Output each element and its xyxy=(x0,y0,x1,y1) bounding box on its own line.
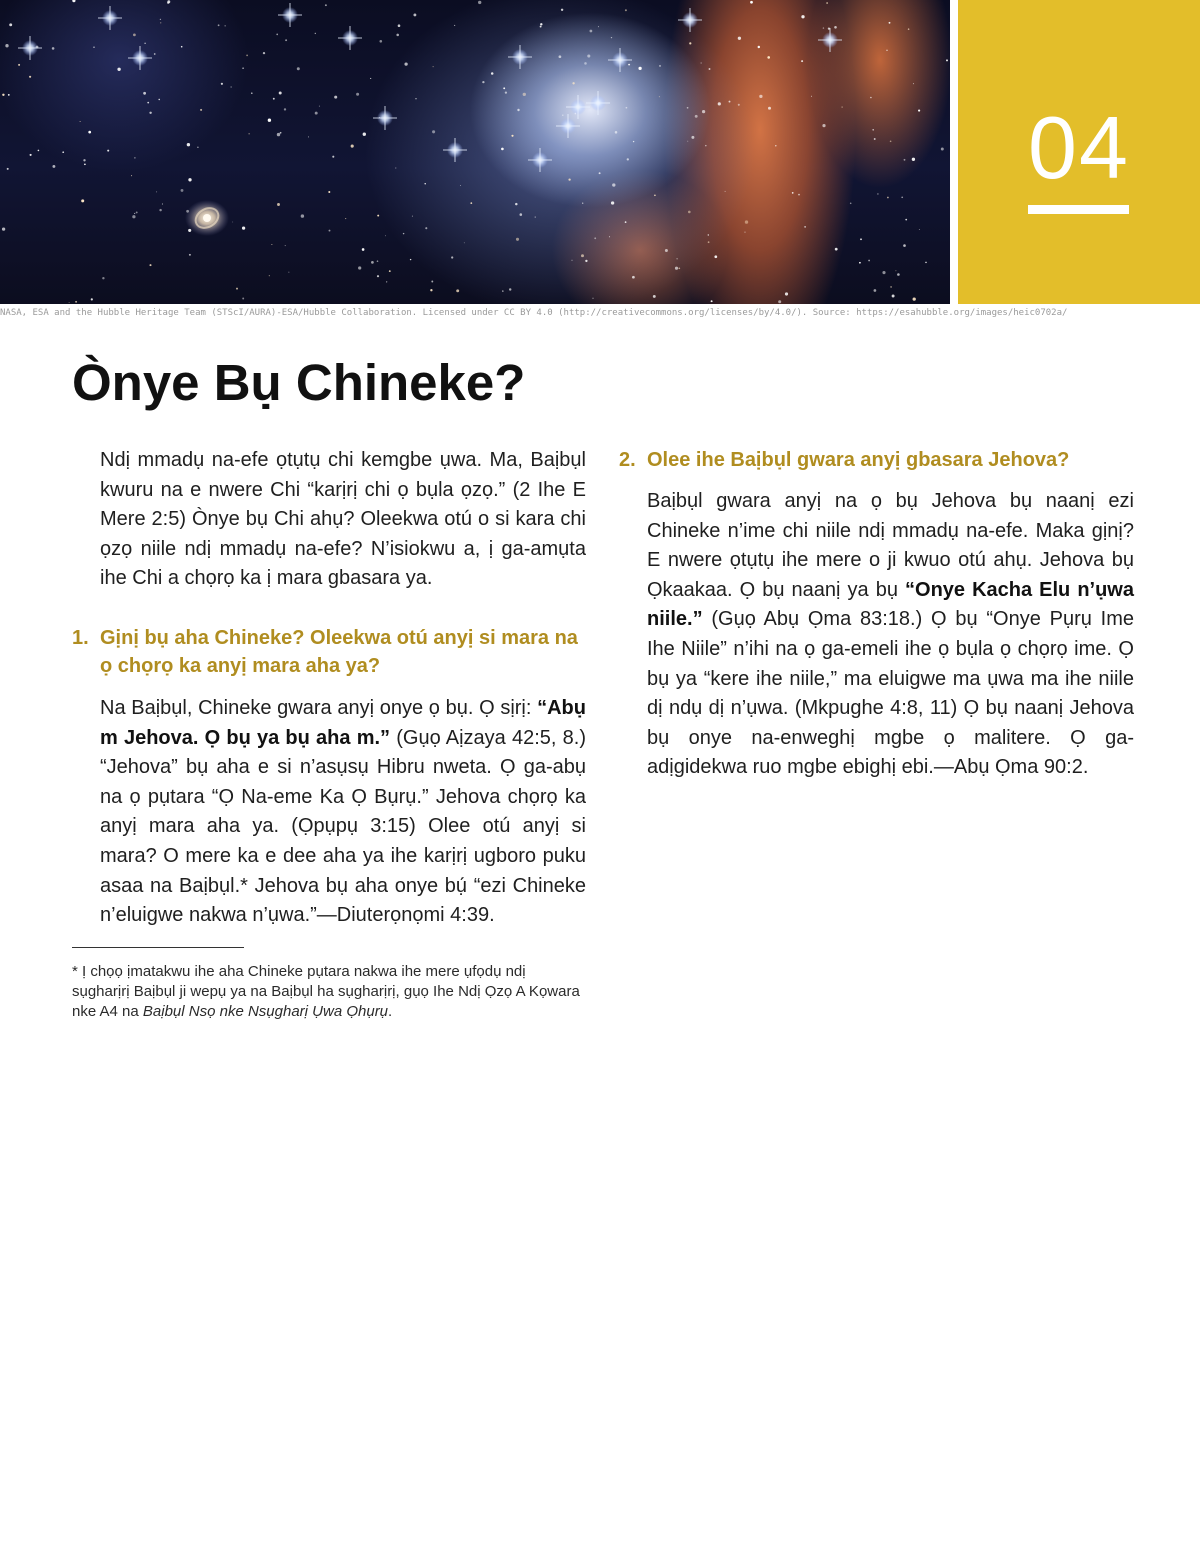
star xyxy=(131,175,132,176)
star xyxy=(501,148,504,151)
star xyxy=(609,236,610,237)
star xyxy=(160,19,161,20)
star xyxy=(491,72,494,75)
star xyxy=(273,98,275,100)
star xyxy=(540,26,542,28)
star xyxy=(2,227,5,230)
star xyxy=(627,158,629,160)
star xyxy=(133,34,136,37)
star xyxy=(561,9,563,11)
star xyxy=(516,238,519,241)
star xyxy=(585,260,587,262)
star xyxy=(615,131,618,134)
star xyxy=(2,94,4,96)
star xyxy=(868,260,870,262)
star xyxy=(186,210,189,213)
star xyxy=(890,286,892,288)
star xyxy=(745,232,746,233)
star xyxy=(315,33,316,34)
star xyxy=(775,145,776,146)
star xyxy=(688,211,691,214)
star xyxy=(83,159,85,161)
question-number: 2. xyxy=(619,449,636,471)
bright-star xyxy=(678,8,702,32)
star xyxy=(269,275,270,276)
star xyxy=(919,229,920,230)
answer-paragraph-2 xyxy=(619,487,1134,783)
star xyxy=(451,256,453,258)
question-text: Olee ihe Baịbụl gwara anyị gbasara Jehova? xyxy=(647,449,1070,471)
star xyxy=(738,104,740,106)
star xyxy=(918,110,920,112)
star xyxy=(718,102,721,105)
star xyxy=(659,65,661,67)
star xyxy=(389,270,391,272)
star xyxy=(708,241,710,243)
star xyxy=(695,115,698,118)
bright-star xyxy=(528,148,552,172)
star xyxy=(778,300,781,303)
right-column xyxy=(619,446,1134,783)
star xyxy=(88,131,91,134)
star xyxy=(901,196,903,198)
star xyxy=(559,55,562,58)
answer-text: (Gụọ Abụ Ọma 83:18.) Ọ bụ “Onye Pụrụ Ime Ihe Niile” n’ihi na ọ ga-emeli ihe ọ bụla ọ chọrọ ime. Ọ bụ ya “kere ihe niile,” ma eluigwe ma ụwa ma ihe niile dị ndụ dị n’ụwa. (Mkpughe 4:8, 11) Ọ bụ naanị Jehova bụ onye na-enweghị mgbe ọ malitere. Ọ ga-adịgidekwa ruo mgbe ebighị ebi.—Abụ Ọma 90:2. xyxy=(647,608,1134,779)
star xyxy=(358,266,361,269)
star xyxy=(351,145,354,148)
star xyxy=(582,203,583,204)
left-column xyxy=(72,446,586,1022)
star xyxy=(835,248,838,251)
star xyxy=(611,201,614,204)
star xyxy=(705,145,707,147)
star xyxy=(246,55,248,57)
answer-text: Na Baịbụl, Chineke gwara anyị onye ọ bụ. Ọ sịrị: xyxy=(100,696,538,719)
star xyxy=(535,217,536,218)
star xyxy=(84,163,86,165)
star xyxy=(798,194,800,196)
star xyxy=(386,281,387,282)
star xyxy=(231,87,232,88)
star xyxy=(377,215,379,217)
star xyxy=(925,262,927,264)
star xyxy=(653,295,656,298)
star xyxy=(251,92,253,94)
star xyxy=(515,203,517,205)
star xyxy=(425,227,427,229)
bright-star xyxy=(338,26,362,50)
star xyxy=(29,76,31,78)
star xyxy=(767,56,770,59)
star xyxy=(162,204,163,205)
star xyxy=(242,67,244,69)
star xyxy=(62,151,64,153)
bright-star xyxy=(566,95,590,119)
star xyxy=(80,121,81,122)
star xyxy=(822,124,825,127)
star xyxy=(134,157,135,158)
star xyxy=(882,271,885,274)
starfield xyxy=(0,0,950,304)
star xyxy=(946,59,948,61)
star xyxy=(870,97,872,99)
image-credit: NASA, ESA and the Hubble Heritage Team (STScI/AURA)-ESA/Hubble Collaboration. Licensed under CC BY 4.0 (http://creativecommons.org/licenses/by/4.0/). Source: https://esahubble.org/images/heic0702a/ xyxy=(0,308,1068,318)
star xyxy=(886,50,887,51)
star xyxy=(263,52,265,54)
star xyxy=(379,40,382,43)
star xyxy=(75,301,77,303)
star xyxy=(370,78,371,79)
star xyxy=(625,9,627,11)
star xyxy=(587,54,590,57)
star xyxy=(581,254,584,257)
star xyxy=(404,62,407,65)
star xyxy=(413,13,416,16)
star xyxy=(598,26,599,27)
star xyxy=(147,102,149,104)
star xyxy=(236,288,238,290)
bright-star xyxy=(443,138,467,162)
star xyxy=(505,91,507,93)
star xyxy=(689,42,691,44)
star xyxy=(503,87,505,89)
star xyxy=(396,34,399,37)
star xyxy=(271,244,272,245)
star xyxy=(517,109,519,111)
star xyxy=(249,133,250,134)
star xyxy=(277,203,280,206)
footnote-publication-title: Baịbụl Nsọ nke Nsụgharị Ụwa Ọhụrụ xyxy=(142,1002,389,1020)
star xyxy=(319,106,320,107)
star xyxy=(592,298,593,299)
star xyxy=(823,27,824,28)
star xyxy=(297,67,300,70)
star xyxy=(599,172,601,174)
star xyxy=(160,22,161,23)
quoted-scripture: “Onye Kacha Elu n’ụwa niile.” xyxy=(647,578,1134,631)
star xyxy=(144,43,145,44)
star xyxy=(143,92,146,95)
star xyxy=(371,261,374,264)
star xyxy=(91,298,93,300)
star xyxy=(225,25,226,26)
bright-star xyxy=(556,114,580,138)
star xyxy=(424,183,425,184)
star xyxy=(81,199,84,202)
star xyxy=(913,83,914,84)
star xyxy=(415,98,416,99)
star xyxy=(626,107,628,109)
footnote xyxy=(72,962,586,1022)
footnote-divider xyxy=(72,947,244,948)
star xyxy=(285,39,287,41)
star xyxy=(52,165,55,168)
star xyxy=(197,146,199,148)
star xyxy=(877,193,878,194)
star xyxy=(38,150,40,152)
bright-star xyxy=(18,36,42,60)
star xyxy=(188,178,191,181)
star xyxy=(729,101,731,103)
star xyxy=(568,178,570,180)
star xyxy=(200,109,202,111)
star xyxy=(572,82,574,84)
star xyxy=(315,112,318,115)
star xyxy=(738,37,741,40)
star xyxy=(132,215,135,218)
chapter-underline xyxy=(1028,205,1129,214)
star xyxy=(890,140,892,142)
star xyxy=(329,230,331,232)
star xyxy=(725,191,726,192)
bright-star xyxy=(508,45,532,69)
star xyxy=(905,219,907,221)
star xyxy=(284,108,286,110)
star xyxy=(221,83,223,85)
star xyxy=(460,185,461,186)
star xyxy=(562,115,563,116)
star xyxy=(714,255,717,258)
star xyxy=(758,46,760,48)
star xyxy=(801,15,804,18)
star xyxy=(842,107,843,108)
star xyxy=(502,290,504,292)
star xyxy=(308,136,309,137)
star xyxy=(30,154,32,156)
star xyxy=(277,133,280,136)
star xyxy=(158,99,159,100)
star xyxy=(181,189,184,192)
star xyxy=(675,267,678,270)
star xyxy=(156,191,157,192)
page-title: Ònye Bụ Chineke? xyxy=(72,354,526,411)
star xyxy=(334,96,337,99)
star xyxy=(456,289,459,292)
star xyxy=(362,248,365,251)
footnote-text: * Ị chọọ ịmatakwu ihe aha Chineke pụtara nakwa ihe mere ụfọdụ ndị sụgharịrị Baịbụl ji wepụ ya na Baịbụl ha sụgharịrị, gụọ Ihe Ndị Ọzọ A Kọwara nke A4 na xyxy=(72,962,580,1020)
star xyxy=(149,264,151,266)
answer-text: Baịbụl gwara anyị na ọ bụ Jehova bụ naanị ezi Chineke n’ime chi niile ndị mmadụ na-efe. Maka gịnị? E nwere ọtụtụ ihe mere o ji kwuo otú ahụ. Jehova bụ Ọkaakaa. Ọ bụ naanị ya bụ xyxy=(647,490,1134,601)
star xyxy=(768,107,771,110)
star xyxy=(181,46,183,48)
star xyxy=(189,254,191,256)
star xyxy=(612,183,615,186)
star xyxy=(159,209,161,211)
star xyxy=(412,216,413,217)
star xyxy=(903,244,906,247)
quoted-scripture: “Abụ m Jehova. Ọ bụ ya bụ aha m.” xyxy=(100,696,586,749)
nebula-header-image xyxy=(0,0,950,304)
star xyxy=(187,143,190,146)
star xyxy=(584,62,587,65)
star xyxy=(678,267,680,269)
star xyxy=(149,112,151,114)
answer-text: (Gụọ Aịzaya 42:5, 8.) “Jehova” bụ aha e si n’asụsụ Hibru nweta. Ọ ga-abụ na ọ pụtara “Ọ Na-eme Ka Ọ Bụrụ.” Jehova chọrọ ka anyị mara aha ya. (Ọpụpụ 3:15) Olee otú anyị si mara? O mere ka e dee aha ya ihe karịrị ugboro puku asaa na Baịbụl.* Jehova bụ aha onye bụ́ “ezi Chineke n’eluigwe nakwa n’ụwa.”—Diuterọnọmi 4:39. xyxy=(100,726,587,927)
star xyxy=(242,298,244,300)
question-heading-2 xyxy=(619,446,1134,474)
star xyxy=(590,30,593,33)
star xyxy=(665,249,668,252)
star xyxy=(687,107,689,109)
star xyxy=(7,168,9,170)
star xyxy=(5,44,8,47)
star xyxy=(398,24,401,27)
star xyxy=(454,25,455,26)
star xyxy=(874,289,877,292)
star xyxy=(218,24,220,26)
star xyxy=(72,0,75,2)
star xyxy=(8,94,10,96)
star xyxy=(895,270,896,271)
star xyxy=(520,213,523,216)
question-text: Gịnị bụ aha Chineke? Oleekwa otú anyị si mara na ọ chọrọ ka anyị mara aha ya? xyxy=(100,626,578,677)
star xyxy=(69,302,70,303)
star xyxy=(102,277,104,279)
star xyxy=(611,37,612,38)
star xyxy=(691,136,694,139)
star xyxy=(18,64,20,66)
star xyxy=(285,245,286,246)
star xyxy=(594,237,596,239)
star xyxy=(134,213,135,214)
star xyxy=(912,158,915,161)
star xyxy=(356,93,359,96)
star xyxy=(52,47,55,50)
chapter-tile xyxy=(958,0,1200,304)
star xyxy=(874,138,876,140)
star xyxy=(889,22,891,24)
star xyxy=(850,203,852,205)
star xyxy=(676,258,677,259)
star xyxy=(904,159,906,161)
star xyxy=(745,220,748,223)
star xyxy=(572,260,573,261)
star xyxy=(403,233,404,234)
star xyxy=(913,297,916,300)
star xyxy=(659,96,660,97)
star xyxy=(625,221,627,223)
bright-star xyxy=(608,48,632,72)
star xyxy=(523,93,526,96)
star xyxy=(433,66,434,67)
star xyxy=(395,167,396,168)
star xyxy=(431,281,433,283)
star xyxy=(325,4,327,6)
star xyxy=(301,214,304,217)
star xyxy=(709,68,711,70)
star xyxy=(859,262,861,264)
star xyxy=(377,275,379,277)
question-number: 1. xyxy=(72,626,89,649)
bright-star xyxy=(586,91,610,115)
star xyxy=(279,92,282,95)
star xyxy=(385,235,386,236)
star xyxy=(242,226,245,229)
star xyxy=(897,273,900,276)
star xyxy=(154,53,156,55)
answer-paragraph-1 xyxy=(72,694,586,931)
star xyxy=(941,148,944,151)
star xyxy=(470,202,472,204)
star xyxy=(632,276,635,279)
star xyxy=(232,222,233,223)
star xyxy=(804,226,806,228)
question-heading-1 xyxy=(72,624,586,680)
star xyxy=(276,34,278,36)
star xyxy=(464,242,465,243)
star xyxy=(280,132,282,134)
star xyxy=(836,249,837,250)
star xyxy=(188,229,191,232)
star xyxy=(540,23,542,25)
star xyxy=(410,259,411,260)
star xyxy=(887,197,889,199)
star xyxy=(432,130,435,133)
star xyxy=(860,238,862,240)
star xyxy=(750,1,753,4)
star xyxy=(801,60,803,62)
star xyxy=(482,81,484,83)
star xyxy=(638,67,641,70)
star xyxy=(785,292,788,295)
star xyxy=(908,28,910,30)
star xyxy=(332,156,334,158)
star xyxy=(834,26,837,29)
star xyxy=(136,211,138,213)
star xyxy=(872,129,874,131)
star xyxy=(328,191,330,193)
intro-paragraph: Ndị mmadụ na-efe ọtụtụ chi kemgbe ụwa. Ma, Baịbụl kwuru na e nwere Chi “karịrị chi ọ bụla ọzọ.” (2 Ihe E Mere 2:5) Ònye bụ Chi ahụ? Oleekwa otú o si kara chi ọzọ niile ndị mmadụ na-efe? N’isiokwu a, ị ga-amụta ihe Chi a chọrọ ka ị mara gbasara ya. xyxy=(100,449,586,590)
chapter-number: 04 xyxy=(1028,98,1130,197)
bright-star xyxy=(128,46,152,70)
bright-star xyxy=(818,28,842,52)
spiral-galaxy xyxy=(185,200,229,236)
star xyxy=(289,272,290,273)
bright-star xyxy=(98,6,122,30)
star xyxy=(711,300,713,302)
footnote-end: . xyxy=(388,1002,393,1020)
star xyxy=(430,289,432,291)
bright-star xyxy=(373,106,397,130)
star xyxy=(107,150,109,152)
star xyxy=(702,110,705,113)
star xyxy=(93,47,94,48)
star xyxy=(633,141,634,142)
star xyxy=(377,260,379,262)
star xyxy=(701,63,702,64)
star xyxy=(478,1,481,4)
star xyxy=(363,133,366,136)
star xyxy=(9,23,12,26)
star xyxy=(509,288,511,290)
star xyxy=(687,141,688,142)
star xyxy=(811,96,812,97)
star xyxy=(268,119,271,122)
star xyxy=(826,2,828,4)
bright-star xyxy=(278,3,302,27)
star xyxy=(117,68,120,71)
star xyxy=(892,295,895,298)
star xyxy=(628,64,630,66)
star xyxy=(792,192,794,194)
star xyxy=(167,0,170,3)
star xyxy=(654,194,656,196)
star xyxy=(759,95,762,98)
star xyxy=(511,135,513,137)
star xyxy=(345,218,346,219)
star xyxy=(708,234,709,235)
